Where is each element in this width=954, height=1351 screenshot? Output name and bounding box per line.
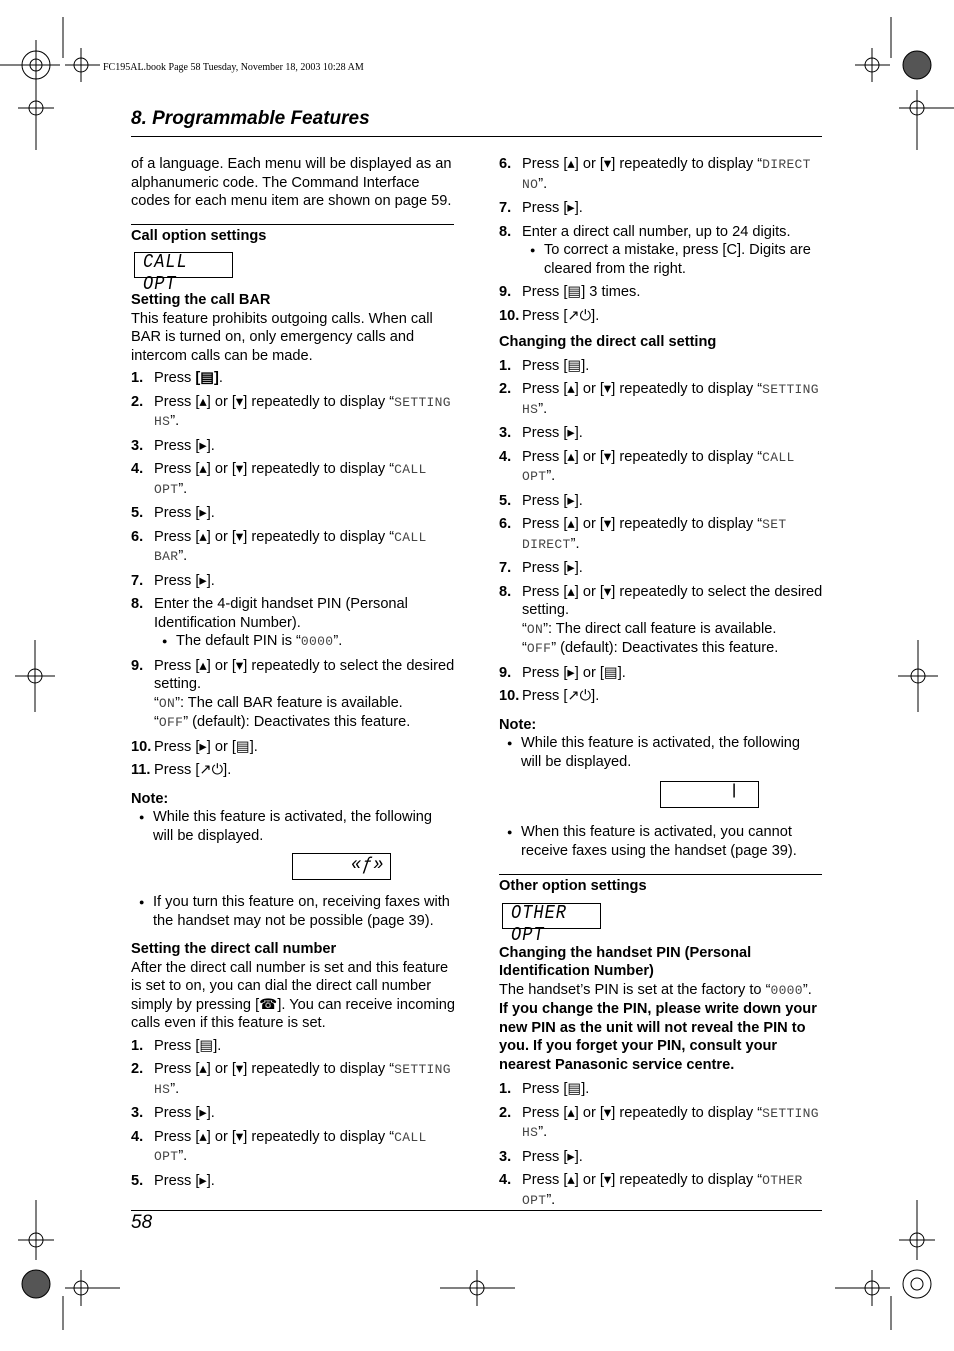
step-text: ”. — [538, 1124, 548, 1140]
step-number: 4. — [131, 461, 144, 477]
direct-call-heading: Setting the direct call number — [131, 941, 337, 957]
step-number: 5. — [499, 492, 512, 509]
bullet-item — [162, 632, 456, 652]
step-text: ”. — [170, 1080, 180, 1097]
note-text: While this feature is activated, the following will be displayed. — [521, 735, 801, 770]
note-bullet — [507, 734, 824, 771]
bullet-text: The default PIN is “ — [176, 633, 301, 649]
step-number: 7. — [499, 560, 512, 576]
step-item — [499, 155, 824, 194]
step-text: ”. — [170, 413, 180, 429]
lcd-wrapper — [499, 896, 824, 946]
left-column — [131, 155, 456, 1195]
step-text: ”. — [546, 1191, 556, 1208]
step-text: ”. — [178, 548, 188, 564]
step-item — [131, 437, 456, 456]
intro-text: of a language. Each menu will be displayed as an alphanumeric code. The Command Interface codes for each menu item are shown on page 59. — [131, 156, 452, 209]
header-rule — [131, 136, 822, 137]
page-number: 58 — [131, 1212, 153, 1233]
right-column — [499, 155, 824, 1215]
step-number: 8. — [499, 223, 512, 240]
step-item — [131, 761, 456, 780]
step-number: 10. — [131, 738, 152, 755]
call-bar-heading: Setting the call BAR — [131, 292, 271, 308]
step-text: ”. — [570, 535, 580, 552]
pin-description — [499, 981, 824, 1001]
step-number: 3. — [131, 1105, 144, 1121]
code-text: SETTING HS — [154, 394, 451, 429]
step-text: ”. — [538, 175, 548, 192]
step-item — [499, 687, 824, 706]
section-rule — [499, 874, 822, 875]
step-text: Press [↗⏻]. — [522, 307, 600, 324]
bullet-item — [530, 241, 824, 278]
step-number: 3. — [499, 425, 512, 441]
bullet-text: To correct a mistake, press [C]. Digits are cleared from the right. — [544, 242, 811, 277]
step-text: Press [↗⏻]. — [522, 688, 600, 704]
step-text: Press [▴] or [▾] repeatedly to display “ — [522, 1104, 763, 1121]
note-label: Note: — [499, 716, 537, 733]
option-text: ”: The direct call feature is available. — [543, 620, 777, 637]
code-text: SETTING HS — [522, 382, 819, 417]
step-item — [131, 595, 456, 652]
step-text: Press [▸]. — [154, 437, 215, 454]
step-item — [499, 357, 824, 376]
code-text: SETTING HS — [522, 1105, 819, 1140]
step-text: Press [▴] or [▾] repeatedly to display “ — [522, 381, 763, 397]
note-bullet — [507, 823, 824, 860]
code-text: OFF — [526, 641, 552, 656]
step-number: 5. — [131, 505, 144, 521]
menu-key-icon: [▤] — [195, 370, 219, 386]
step-text: ”. — [178, 480, 188, 497]
section-rule — [131, 224, 454, 225]
step-number: 1. — [499, 1081, 512, 1097]
step-number: 2. — [499, 1104, 512, 1121]
step-text: Press [▸]. — [522, 560, 583, 576]
step-number: 4. — [499, 448, 512, 465]
option-text: ” (default): Deactivates this feature. — [183, 714, 411, 730]
step-item — [499, 1171, 824, 1210]
step-text: ”. — [546, 468, 556, 484]
step-text: Press [▴] or [▾] repeatedly to display “ — [154, 393, 395, 410]
step-number: 1. — [131, 370, 144, 386]
step-text: Press [▸]. — [522, 200, 583, 216]
direct-call-description: After the direct call number is set and this feature is set to on, you can dial the direct call number simply by pressing [☎]. You can receive incoming calls even if this feature is set. — [131, 959, 455, 1031]
step-text: Press [▴] or [▾] repeatedly to display “ — [522, 156, 763, 172]
pin-desc-text: ”. — [802, 981, 812, 998]
step-text: Press [▴] or [▾] repeatedly to display “ — [154, 528, 395, 545]
step-item — [499, 424, 824, 443]
step-text: Enter a direct call number, up to 24 digits. — [522, 223, 791, 240]
step-text: Press [▤] 3 times. — [522, 284, 641, 300]
step-number: 3. — [131, 437, 144, 454]
step-item — [499, 492, 824, 511]
call-bar-steps — [131, 369, 456, 590]
step-text: Press [▸]. — [154, 1105, 215, 1121]
step-item — [131, 504, 456, 523]
step-text: Press [▸]. — [522, 1148, 583, 1165]
step-number: 6. — [131, 528, 144, 545]
step-item — [131, 1172, 456, 1191]
step-text: Press [▤]. — [522, 1081, 590, 1097]
step-text: Press [▤]. — [522, 357, 590, 374]
code-text: SET DIRECT — [522, 517, 787, 552]
lcd-text: «ƒ» — [351, 854, 385, 877]
lcd-display — [502, 902, 601, 946]
note-text: When this feature is activated, you cannot receive faxes using the handset (page 39). — [521, 824, 797, 859]
step-number: 3. — [499, 1148, 512, 1165]
footer-rule — [131, 1210, 822, 1211]
lcd-wrapper — [131, 845, 456, 887]
change-direct-heading: Changing the direct call setting — [499, 334, 717, 350]
note-bullet — [139, 808, 456, 845]
direct-call-steps — [131, 1037, 456, 1191]
option-text: ”: The call BAR feature is available. — [175, 694, 403, 711]
step-item — [499, 307, 824, 326]
code-text: DIRECT NO — [522, 157, 811, 192]
step-text: ”. — [178, 1148, 188, 1164]
code-text: 0000 — [770, 982, 803, 998]
step-text: Press [▴] or [▾] repeatedly to display “ — [154, 1061, 395, 1077]
step-text: Press [▴] or [▾] repeatedly to display “ — [522, 448, 763, 465]
lcd-display — [134, 252, 233, 296]
step-text: Press [▴] or [▾] repeatedly to display “ — [522, 1172, 763, 1188]
lcd-display — [292, 853, 391, 880]
lcd-wrapper — [499, 771, 824, 817]
step-item — [499, 515, 824, 554]
lcd-text: OTHER OPT — [511, 902, 568, 946]
step-text: Press [▴] or [▾] repeatedly to display “ — [154, 1128, 395, 1145]
note-label: Note: — [131, 790, 169, 807]
step-item — [131, 1104, 456, 1123]
code-text: CALL OPT — [154, 1129, 427, 1164]
code-text: OTHER OPT — [522, 1173, 803, 1208]
step-number: 9. — [131, 657, 144, 674]
direct-call-steps-continued — [499, 155, 824, 218]
step-item — [499, 1104, 824, 1143]
lcd-wrapper — [131, 245, 456, 296]
note-bullet — [139, 893, 456, 930]
note-text: If you turn this feature on, receiving faxes with the handset may not be possible (page 39). — [153, 894, 450, 929]
step-number: 2. — [131, 1061, 144, 1077]
step-text: Press [▸]. — [522, 492, 583, 509]
pin-steps — [499, 1080, 824, 1210]
step-item: 8. Press [▴] or [▾] repeatedly to select the desired setting. “ON”: The direct call feature is available. “OFF” (default): Deactivates this feature. — [499, 583, 823, 656]
code-text: CALL BAR — [154, 529, 427, 564]
step-number: 11. — [131, 762, 151, 778]
other-option-heading: Other option settings — [499, 878, 647, 894]
step-text: Press [↗⏻]. — [154, 762, 232, 778]
step-text: Press [▴] or [▾] repeatedly to select the desired setting. — [154, 657, 455, 692]
step-number: 10. — [499, 307, 520, 324]
call-option-heading: Call option settings — [131, 227, 267, 244]
lcd-text: ǀ — [729, 782, 741, 805]
lcd-text: CALL OPT — [143, 252, 188, 296]
step-number: 7. — [131, 572, 144, 589]
step-text: Press [▸] or [▤]. — [522, 664, 626, 681]
code-text: ON — [158, 695, 176, 711]
step-text: Press [▤]. — [154, 1037, 222, 1054]
step-text: Press [▸]. — [154, 572, 215, 589]
code-text: 0000 — [300, 634, 334, 649]
step-number: 7. — [499, 200, 512, 216]
step-text: Press [▸]. — [154, 505, 215, 521]
file-note: FC195AL.book Page 58 Tuesday, November 18, 2003 10:28 AM — [103, 62, 364, 73]
step-number: 2. — [499, 381, 512, 397]
step-number: 1. — [499, 357, 512, 374]
step-number: 10. — [499, 688, 520, 704]
pin-desc-text: The handset’s PIN is set at the factory to “ — [499, 981, 771, 998]
step-text: Enter the 4-digit handset PIN (Personal Identification Number). — [154, 596, 408, 631]
note-text: While this feature is activated, the following will be displayed. — [153, 809, 433, 844]
step-item — [499, 448, 824, 487]
bullet-text: ”. — [333, 633, 343, 649]
step-text: Press [▸]. — [154, 1172, 215, 1189]
step-number: 5. — [131, 1172, 144, 1189]
step-text: Press [▸]. — [522, 425, 583, 441]
step-item — [131, 1060, 456, 1099]
step-number: 2. — [131, 393, 144, 410]
step-number: 4. — [131, 1128, 144, 1145]
step-item — [131, 1037, 456, 1056]
step-number: 9. — [499, 664, 512, 681]
code-text: OFF — [158, 715, 184, 730]
step-item — [131, 393, 456, 432]
step-item: 9. Press [▴] or [▾] repeatedly to select the desired setting. “ON”: The call BAR feature is available. “OFF” (default): Deactivates this feature. — [131, 657, 455, 730]
step-number: 8. — [131, 596, 144, 612]
lcd-display — [660, 781, 759, 808]
step-item — [131, 1128, 456, 1167]
step-item — [499, 223, 824, 279]
option-text: ” (default): Deactivates this feature. — [551, 640, 779, 656]
step-item — [131, 528, 456, 567]
call-bar-description: This feature prohibits outgoing calls. When call BAR is turned on, only emergency calls and intercom calls can be made. — [131, 310, 433, 364]
code-text: SETTING HS — [154, 1062, 451, 1097]
step-item — [499, 559, 824, 578]
step-number: 9. — [499, 284, 512, 300]
step-item — [131, 369, 456, 388]
step-item — [499, 283, 824, 302]
pin-heading: Changing the handset PIN (Personal Identification Number) — [499, 944, 752, 979]
step-number: 6. — [499, 516, 512, 532]
step-item — [499, 380, 824, 419]
step-text: Press [▴] or [▾] repeatedly to display “ — [154, 461, 395, 477]
step-item — [131, 572, 456, 591]
step-text: Press — [154, 370, 196, 386]
step-text: Press [▴] or [▾] repeatedly to display “ — [522, 516, 763, 532]
step-text: Press [▴] or [▾] repeatedly to select the desired setting. — [522, 583, 823, 618]
page-section-title: 8. Programmable Features — [131, 108, 370, 129]
step-item — [499, 199, 824, 218]
step-text: ”. — [538, 400, 548, 417]
step-text: . — [218, 370, 223, 386]
step-number: 4. — [499, 1172, 512, 1188]
step-item — [131, 460, 456, 499]
step-item — [499, 1080, 824, 1099]
code-text: CALL OPT — [522, 449, 795, 484]
code-text: CALL OPT — [154, 462, 427, 497]
step-number: 8. — [499, 583, 512, 600]
step-number: 6. — [499, 156, 512, 172]
step-item — [131, 738, 456, 757]
change-direct-steps — [499, 357, 824, 578]
step-number: 1. — [131, 1037, 144, 1054]
code-text: ON — [526, 621, 544, 637]
step-text: Press [▸] or [▤]. — [154, 738, 258, 755]
step-item — [499, 664, 824, 683]
step-item — [499, 1148, 824, 1167]
pin-warning: If you change the PIN, please write down your new PIN as the unit will not reveal the PIN to you. If you forget your PIN, consult your nearest Panasonic service centre. — [499, 1001, 817, 1073]
